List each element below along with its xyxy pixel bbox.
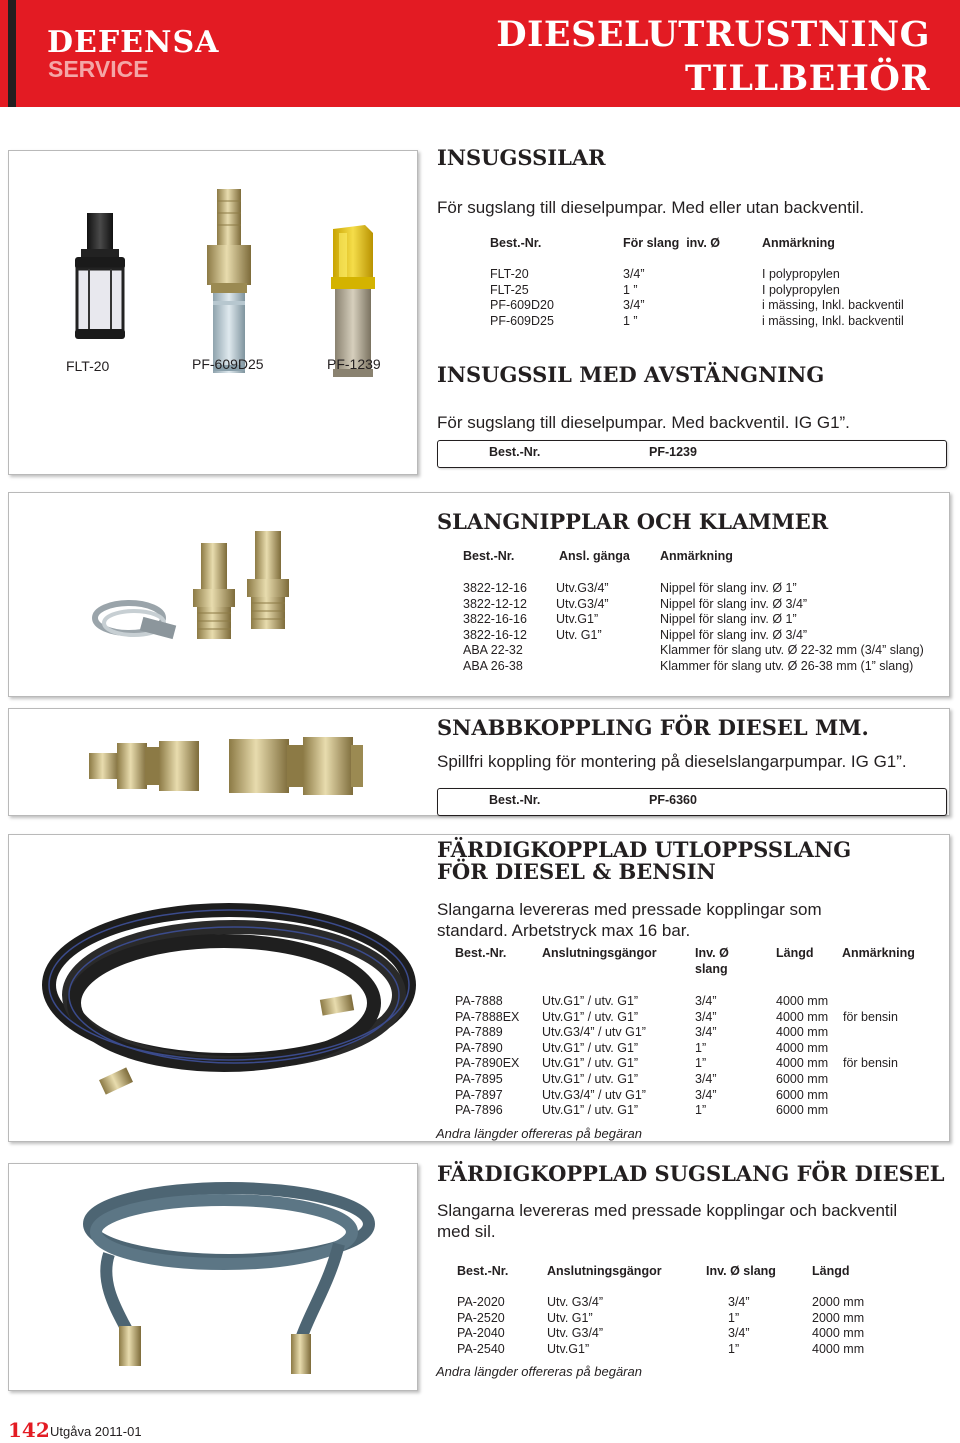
col-header-inv-line2: slang <box>695 961 728 976</box>
brand-logo-sub: SERVICE <box>48 56 149 82</box>
nipple-image-1 <box>193 543 235 639</box>
suction-hose-image <box>89 1188 369 1339</box>
note-utloppsslang: Andra längder offereras på begäran <box>436 1126 642 1141</box>
col-header-for-slang: För slang inv. Ø <box>623 236 721 250</box>
desc-utloppsslang <box>437 899 822 941</box>
table-utloppsslang <box>455 994 898 1119</box>
section-title-insugssil-avst: INSUGSSIL MED AVSTÄNGNING <box>437 362 825 387</box>
table-row: PA-7889 Utv.G3/4” / utv G1” 3/4” 4000 mm <box>455 1025 829 1040</box>
desc-snabbkoppling: Spillfri koppling för montering på dieselslangarpumpar. IG G1”. <box>437 752 907 771</box>
desc-line1: Slangarna levereras med pressade kopplingar som <box>437 900 822 919</box>
brand-logo: DEFENSA <box>47 25 220 60</box>
hose-fitting-right-image <box>320 994 354 1015</box>
nipple-image-2 <box>247 531 289 629</box>
table-sugslang <box>457 1295 864 1357</box>
caption-pf1239: PF-1239 <box>327 356 381 372</box>
section-title-line2: FÖR DIESEL & BENSIN <box>437 859 716 884</box>
product-photo-sugslang <box>9 1164 417 1390</box>
table-row: 3822-12-12 Utv.G3/4” Nippel för slang inv. Ø 3/4” <box>463 596 808 611</box>
order-box-pf1239 <box>437 440 947 468</box>
table-row: PA-2520 Utv. G1” 1” 2000 mm <box>457 1310 865 1325</box>
hose-clamp-image <box>95 603 176 639</box>
desc-line2: standard. Arbetstryck max 16 bar. <box>437 921 691 940</box>
col-header-inv <box>695 946 729 977</box>
table-row: PA-2540 Utv.G1” 1” 4000 mm <box>457 1341 865 1356</box>
table-row: PA-7897 Utv.G3/4” / utv G1” 3/4” 6000 mm <box>455 1087 829 1102</box>
edition-label: Utgåva 2011-01 <box>50 1424 142 1439</box>
table-row: 3822-16-12 Utv. G1” Nippel för slang inv. Ø 3/4” <box>463 627 808 642</box>
note-sugslang: Andra längder offereras på begäran <box>436 1364 642 1379</box>
section-title-sugslang: FÄRDIGKOPPLAD SUGSLANG FÖR DIESEL <box>437 1161 945 1186</box>
col-header-bestnr: Best.-Nr. <box>455 946 507 960</box>
product-photo-snabbkoppling <box>79 731 379 801</box>
section-title-snabbkoppling: SNABBKOPPLING FÖR DIESEL MM. <box>437 715 869 740</box>
table-row: 3822-12-16 Utv.G3/4” Nippel för slang inv. Ø 1” <box>463 581 797 595</box>
col-header-langd: Längd <box>812 1264 850 1278</box>
coupling-female-image <box>229 737 363 795</box>
desc-line2: med sil. <box>437 1222 496 1241</box>
desc-insugssilar: För sugslang till dieselpumpar. Med eller utan backventil. <box>437 198 865 217</box>
table-row: ABA 26-38 Klammer för slang utv. Ø 26-38 mm (1” slang) <box>463 658 914 673</box>
desc-line1: Slangarna levereras med pressade kopplingar och backventil <box>437 1201 898 1220</box>
section-title-insugssilar: INSUGSSILAR <box>437 145 606 170</box>
page-number: 142 <box>8 1418 50 1442</box>
product-photo-utloppsslang <box>29 885 429 1125</box>
desc-sugslang <box>437 1200 897 1242</box>
order-box-pf6360 <box>437 788 947 816</box>
col-header-anslutning: Anslutningsgängor <box>542 946 657 960</box>
order-label: Best.-Nr. <box>489 445 541 459</box>
table-row: PA-7890EX Utv.G1” / utv. G1” 1” 4000 mm för bensin <box>455 1056 898 1071</box>
caption-pf609d25: PF-609D25 <box>192 356 264 372</box>
caption-flt20: FLT-20 <box>66 358 110 374</box>
table-row: PF-609D25 1 ” i mässing, Inkl. backventil <box>490 313 904 328</box>
order-number: PF-1239 <box>649 445 697 459</box>
header-accent-stripe <box>8 0 16 107</box>
col-header-anslutning: Anslutningsgängor <box>547 1264 662 1278</box>
page-title: DIESELUTRUSTNING <box>496 14 930 55</box>
table-row: PA-7888EX Utv.G1” / utv. G1” 3/4” 4000 mm för bensin <box>455 1009 898 1024</box>
table-row: 3822-16-16 Utv.G1” Nippel för slang inv. Ø 1” <box>463 612 797 627</box>
suction-hose-fitting-right-image <box>291 1334 311 1374</box>
order-label: Best.-Nr. <box>489 793 541 807</box>
filter-pf1239-image <box>331 225 375 377</box>
table-row: FLT-25 1 ” I polypropylen <box>490 282 840 297</box>
section-title-line1: FÄRDIGKOPPLAD UTLOPPSSLANG <box>437 837 852 862</box>
table-row: PA-7890 Utv.G1” / utv. G1” 1” 4000 mm <box>455 1040 829 1055</box>
desc-insugssil-avst: För sugslang till dieselpumpar. Med backventil. IG G1”. <box>437 413 850 432</box>
suction-hose-fitting-left-image <box>119 1326 141 1366</box>
table-slangnipplar <box>463 581 924 675</box>
col-header-inv-line1: Inv. Ø <box>695 946 729 960</box>
page-subtitle: TILLBEHÖR <box>684 58 930 99</box>
table-row: PA-2020 Utv. G3/4” 3/4” 2000 mm <box>457 1295 865 1309</box>
hose-coil-image <box>49 910 409 1065</box>
hose-fitting-left-image <box>99 1067 133 1094</box>
section-title-slangnipplar: SLANGNIPPLAR OCH KLAMMER <box>437 509 829 534</box>
table-insugssilar <box>490 267 904 329</box>
table-row: PF-609D20 3/4” i mässing, Inkl. backventil <box>490 298 904 313</box>
product-photo-insugssilar <box>9 151 417 474</box>
col-header-anmarkning: Anmärkning <box>762 236 835 250</box>
table-row: PA-7888 Utv.G1” / utv. G1” 3/4” 4000 mm <box>455 994 829 1008</box>
col-header-inv: Inv. Ø slang <box>706 1264 776 1278</box>
col-header-bestnr: Best.-Nr. <box>457 1264 509 1278</box>
col-header-ansl-ganga: Ansl. gänga <box>559 549 630 563</box>
filter-pf609d25-image <box>207 189 251 373</box>
table-row: ABA 22-32 Klammer för slang utv. Ø 22-32 mm (3/4” slang) <box>463 643 924 658</box>
col-header-langd: Längd <box>776 946 814 960</box>
col-header-bestnr: Best.-Nr. <box>490 236 542 250</box>
product-photo-nipplar <box>89 523 319 673</box>
coupling-male-image <box>89 741 199 791</box>
table-row: PA-2040 Utv. G3/4” 3/4” 4000 mm <box>457 1326 865 1341</box>
table-row: PA-7896 Utv.G1” / utv. G1” 1” 6000 mm <box>455 1103 829 1118</box>
product-image-frame-insugssilar <box>8 150 418 475</box>
product-image-frame-sugslang <box>8 1163 418 1391</box>
col-header-anmarkning: Anmärkning <box>660 549 733 563</box>
table-row: FLT-20 3/4” I polypropylen <box>490 267 840 281</box>
table-row: PA-7895 Utv.G1” / utv. G1” 3/4” 6000 mm <box>455 1071 829 1086</box>
col-header-anmarkning: Anmärkning <box>842 946 915 960</box>
section-title-utloppsslang <box>437 839 851 883</box>
col-header-bestnr: Best.-Nr. <box>463 549 515 563</box>
filter-flt20-image <box>75 213 125 339</box>
order-number: PF-6360 <box>649 793 697 807</box>
